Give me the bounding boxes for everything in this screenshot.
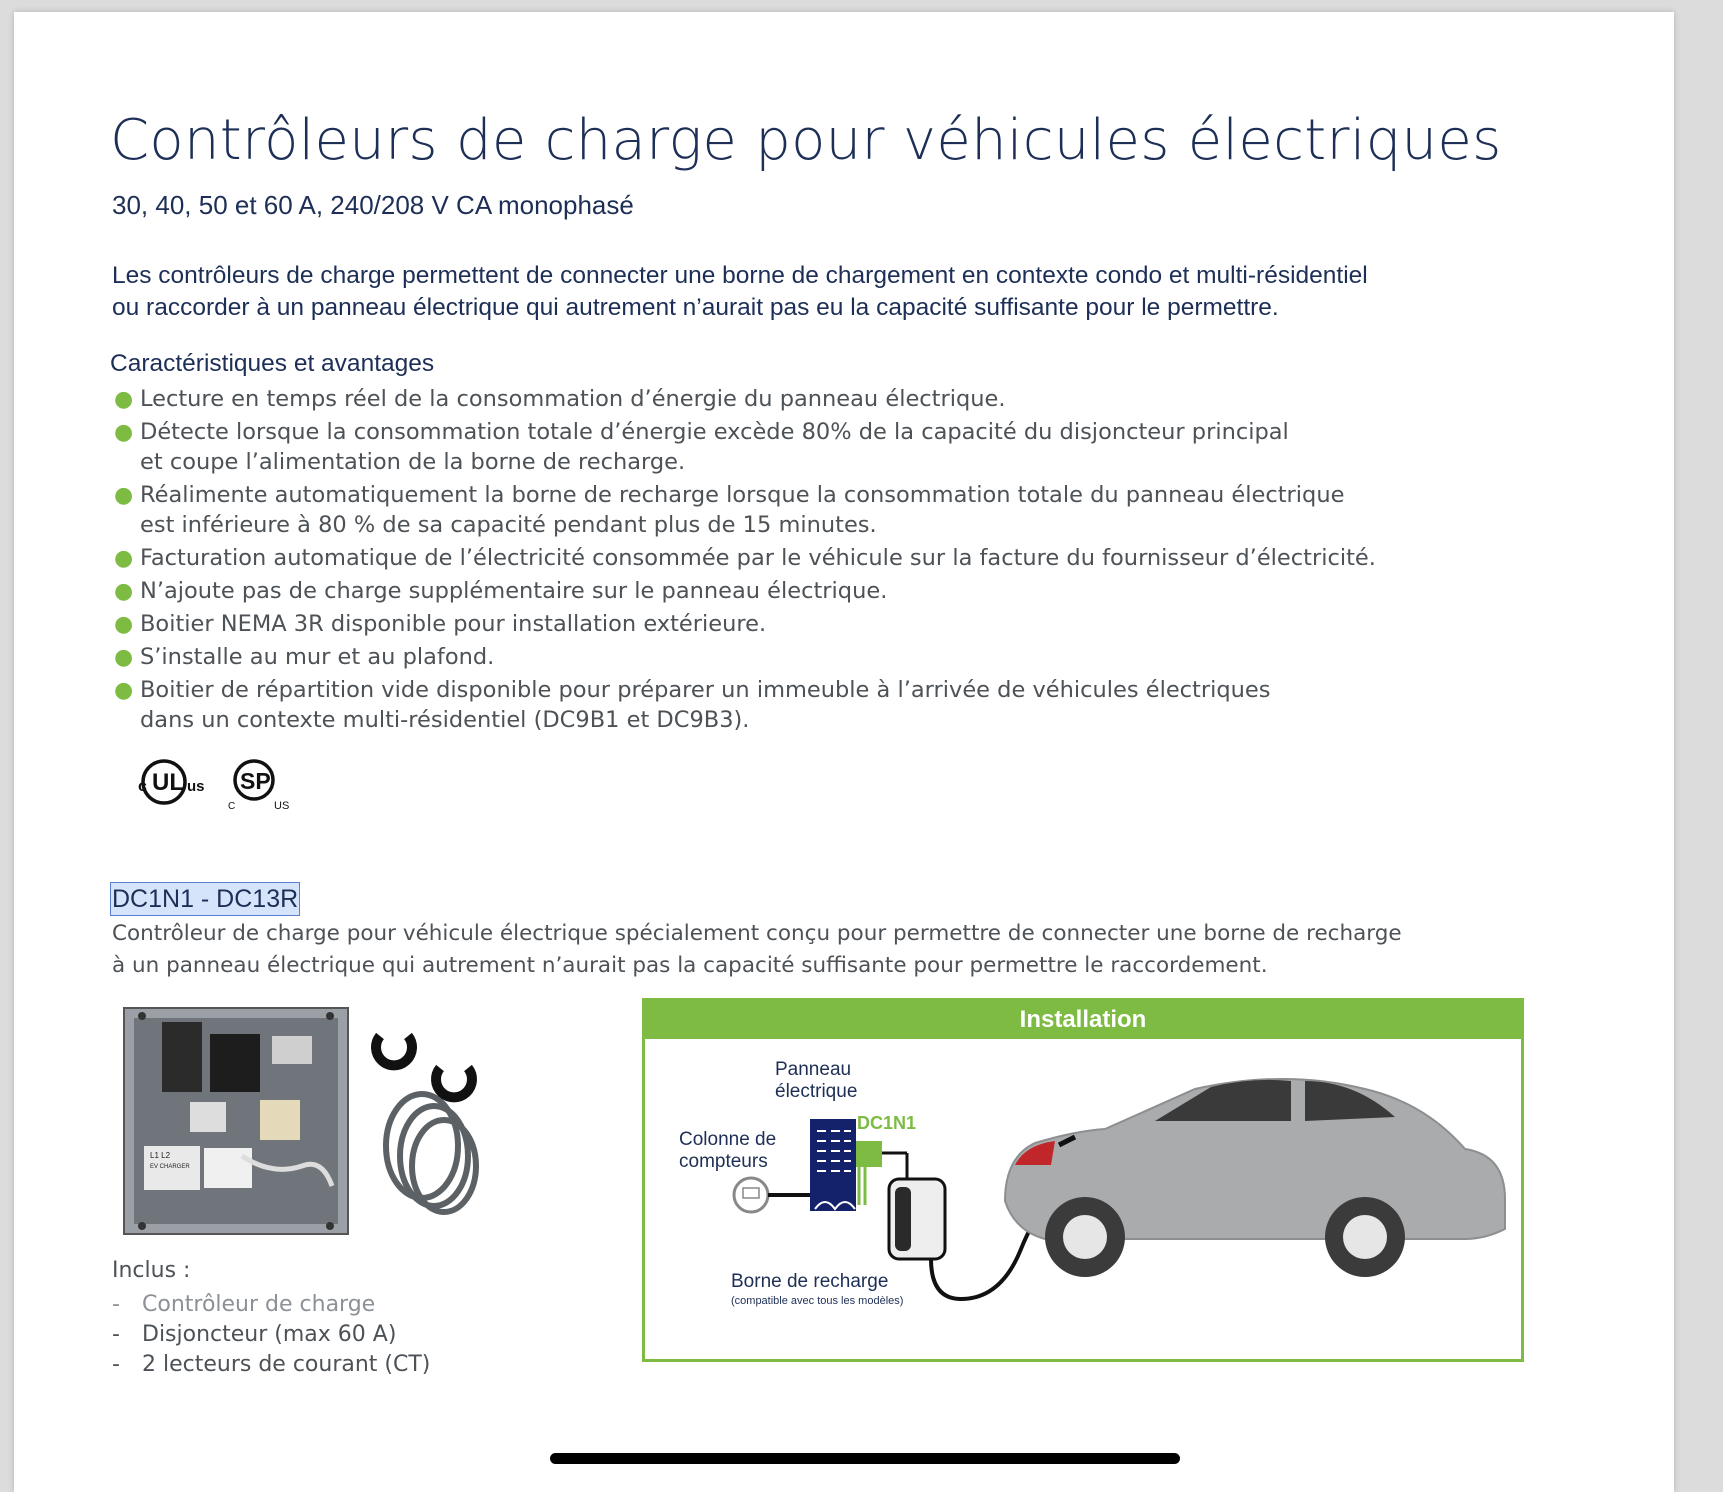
csa-logo xyxy=(228,761,289,812)
controller-icon xyxy=(856,1141,882,1167)
feature-item xyxy=(110,675,1530,735)
certification-logos xyxy=(124,754,294,814)
product-photo xyxy=(122,1006,512,1242)
feature-text: S’installe au mur et au plafond. xyxy=(140,644,495,670)
bullet-icon: ● xyxy=(114,678,134,703)
bullet-icon: ● xyxy=(114,483,134,508)
feature-text: Détecte lorsque la consommation totale d’énergie excède 80% de la capacité du disjoncteur principal xyxy=(140,419,1289,445)
installation-heading: Installation xyxy=(645,1001,1521,1039)
home-indicator-bar[interactable] xyxy=(550,1453,1180,1464)
included-heading: Inclus : xyxy=(112,1258,191,1283)
feature-text: et coupe l’alimentation de la borne de recharge. xyxy=(140,449,686,475)
feature-text: Facturation automatique de l’électricité consommée par le véhicule sur la facture du fournisseur d’électricité. xyxy=(140,545,1376,571)
station-label: Borne de recharge xyxy=(731,1271,889,1292)
bullet-icon: ● xyxy=(114,420,134,445)
product-label-text: EV CHARGER xyxy=(150,1164,190,1170)
feature-item xyxy=(110,480,1530,540)
model-description xyxy=(112,918,1532,982)
controller-label: DC1N1 xyxy=(857,1113,917,1133)
feature-text: Boitier NEMA 3R disponible pour installation extérieure. xyxy=(140,611,767,637)
feature-text: N’ajoute pas de charge supplémentaire sur le panneau électrique. xyxy=(140,578,888,604)
bullet-icon: ● xyxy=(114,579,134,604)
model-code-selection[interactable]: DC1N1 - DC13R xyxy=(110,882,300,916)
svg-text:US: US xyxy=(274,800,290,812)
meter-label: Colonne de compteurs xyxy=(679,1129,777,1172)
ul-logo xyxy=(138,761,205,803)
bullet-icon: ● xyxy=(114,645,134,670)
feature-text: est inférieure à 80 % de sa capacité pendant plus de 15 minutes. xyxy=(140,512,877,538)
svg-text:c: c xyxy=(138,778,147,795)
svg-text:UL: UL xyxy=(152,769,184,796)
included-item: - Disjoncteur (max 60 A) xyxy=(112,1322,397,1347)
features-heading: Caractéristiques et avantages xyxy=(110,350,435,377)
feature-text: dans un contexte multi-résidentiel (DC9B1 et DC9B3). xyxy=(140,707,750,733)
product-label-text: L1 L2 xyxy=(150,1151,171,1160)
feature-text: Réalimente automatiquement la borne de recharge lorsque la consommation totale du panneau électrique xyxy=(140,482,1345,508)
included-list xyxy=(112,1290,430,1380)
feature-item xyxy=(110,609,1530,639)
svg-text:SP: SP xyxy=(240,768,271,794)
intro-line: Les contrôleurs de charge permettent de connecter une borne de chargement en contexte condo et multi-résidentiel xyxy=(112,262,1368,289)
feature-text: Boitier de répartition vide disponible pour préparer un immeuble à l’arrivée de véhicules électriques xyxy=(140,677,1271,703)
features-list xyxy=(110,384,1530,738)
page-subtitle: 30, 40, 50 et 60 A, 240/208 V CA monophasé xyxy=(112,190,634,220)
feature-item xyxy=(110,543,1530,573)
car-illustration xyxy=(1005,1079,1505,1277)
intro-line: ou raccorder à un panneau électrique qui autrement n’aurait pas eu la capacité suffisante pour le permettre. xyxy=(112,294,1279,321)
feature-item xyxy=(110,642,1530,672)
svg-text:C: C xyxy=(228,801,236,812)
document-page xyxy=(14,12,1674,1492)
meter-icon xyxy=(734,1178,768,1212)
included-item: - 2 lecteurs de courant (CT) xyxy=(112,1352,431,1377)
bullet-icon: ● xyxy=(114,387,134,412)
bullet-icon: ● xyxy=(114,612,134,637)
feature-text: Lecture en temps réel de la consommation d’énergie du panneau électrique. xyxy=(140,386,1006,412)
installation-diagram xyxy=(642,998,1524,1362)
intro-paragraph xyxy=(112,260,1512,324)
feature-item xyxy=(110,576,1530,606)
panel-label: Panneau électrique xyxy=(775,1059,858,1102)
included-item: - Contrôleur de charge xyxy=(112,1292,376,1317)
model-description-line: Contrôleur de charge pour véhicule électrique spécialement conçu pour permettre de connecter une borne de recharge xyxy=(112,921,1402,946)
svg-text:us: us xyxy=(187,778,205,795)
page-title: Contrôleurs de charge pour véhicules électriques xyxy=(110,108,1502,173)
bullet-icon: ● xyxy=(114,546,134,571)
feature-item xyxy=(110,384,1530,414)
feature-item xyxy=(110,417,1530,477)
electrical-panel-icon xyxy=(810,1119,856,1211)
station-note: (compatible avec tous les modèles) xyxy=(731,1295,904,1307)
model-description-line: à un panneau électrique qui autrement n’aurait pas la capacité suffisante pour permettre le raccordement. xyxy=(112,953,1268,978)
